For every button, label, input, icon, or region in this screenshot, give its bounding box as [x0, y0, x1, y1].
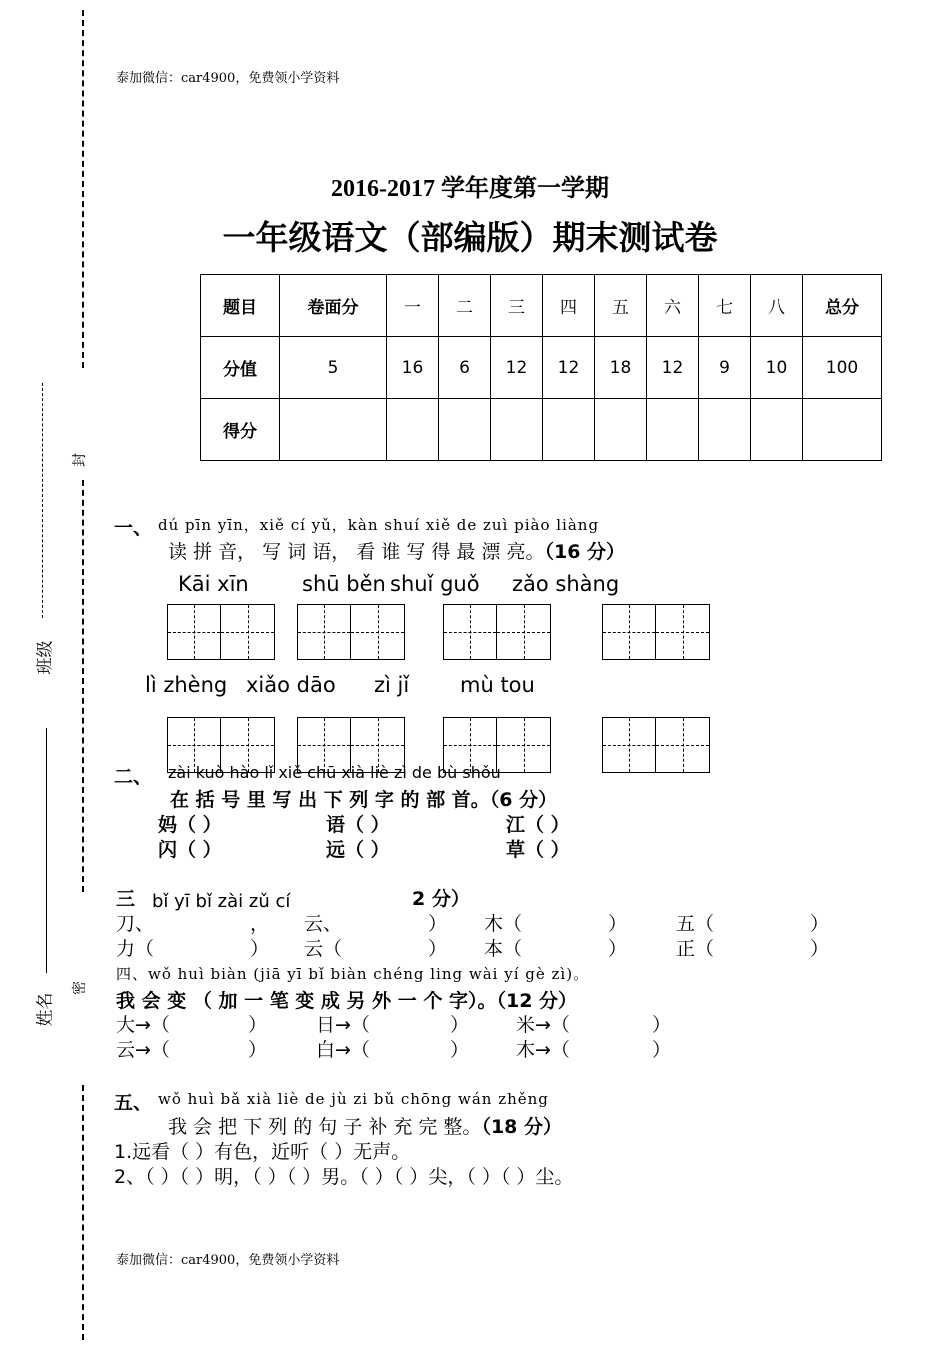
section4-instruction-text: 我 会 变 （ 加 一 笔 变 成 另 外 一 个 字）。 [116, 990, 497, 1012]
radical-item: 语（ ） [326, 814, 390, 836]
section3-pinyin: bǐ yī bǐ zài zǔ cí [152, 891, 291, 912]
section1-points: （16 分） [544, 541, 626, 563]
score-entry[interactable] [543, 399, 595, 461]
score-entry[interactable] [387, 399, 439, 461]
secret-char: 密 [72, 981, 88, 995]
sentence-line-2: 2、（ ）（ ）明，（ ）（ ）男。（ ）（ ）尖，（ ）（ ）尘。 [114, 1166, 574, 1188]
table-cell: 卷面分 [280, 275, 387, 337]
table-cell: 四 [543, 275, 595, 337]
name-label: 姓名 [35, 992, 56, 1027]
word-item: ） [250, 938, 270, 960]
writing-grid[interactable] [167, 604, 275, 660]
section2-instruction-text: 在 括 号 里 写 出 下 列 字 的 部 首。 [170, 789, 490, 811]
exam-title: 一年级语文（部编版）期末测试卷 [222, 218, 718, 257]
table-cell: 一 [387, 275, 439, 337]
table-cell: 5 [280, 337, 387, 399]
section1-pinyin: dú pīn yīn，xiě cí yǔ，kàn shuí xiě de zuì piào liàng [158, 516, 600, 534]
score-entry[interactable] [439, 399, 491, 461]
table-cell: 16 [387, 337, 439, 399]
change-item: ） [652, 1014, 672, 1036]
table-cell: 10 [751, 337, 803, 399]
section4-points: （12 分） [496, 990, 578, 1012]
change-item: 云→（ [116, 1039, 170, 1061]
writing-grid[interactable] [602, 604, 710, 660]
word-item: ） [428, 938, 448, 960]
section5-pinyin: wǒ huì bǎ xià liè de jù zi bǔ chōng wán zhěng [158, 1090, 549, 1108]
table-cell: 12 [647, 337, 699, 399]
table-cell: 六 [647, 275, 699, 337]
section5-number: 五、 [114, 1092, 153, 1114]
writing-grid[interactable] [602, 717, 710, 773]
word-pinyin: lì zhèng [145, 673, 228, 697]
table-cell: 题目 [201, 275, 280, 337]
word-item: ， [250, 913, 270, 935]
word-pinyin: shuǐ guǒ [390, 572, 480, 596]
word-pinyin: shū běn [302, 572, 386, 596]
section3-points: 2 分） [412, 888, 470, 910]
score-entry[interactable] [595, 399, 647, 461]
score-table-values-row [201, 337, 882, 399]
radical-item: 远（ ） [326, 839, 390, 861]
section5-instruction [168, 1112, 562, 1139]
header-note: 泰加微信：car4900，免费领小学资料 [116, 71, 340, 86]
table-cell: 三 [491, 275, 543, 337]
section1-number: 一、 [114, 517, 153, 539]
word-item: ） [428, 913, 448, 935]
writing-grid[interactable] [443, 604, 551, 660]
word-pinyin: zì jǐ [374, 673, 410, 697]
word-pinyin: zǎo shàng [512, 572, 620, 596]
word-item: ） [810, 913, 830, 935]
word-item: 云、 [304, 913, 343, 935]
change-item: ） [652, 1039, 672, 1061]
score-entry[interactable] [280, 399, 387, 461]
change-item: ） [248, 1039, 268, 1061]
radical-item: 妈（ ） [158, 814, 222, 836]
section4-instruction [116, 986, 577, 1013]
radical-item: 草（ ） [506, 839, 570, 861]
table-cell: 八 [751, 275, 803, 337]
name-underline [46, 728, 47, 973]
change-item: ） [248, 1014, 268, 1036]
table-cell: 总分 [803, 275, 882, 337]
table-cell: 100 [803, 337, 882, 399]
table-cell: 得分 [201, 399, 280, 461]
word-pinyin: mù tou [460, 673, 535, 697]
sentence-line-1: 1.远看（ ）有色，近听（ ）无声。 [114, 1141, 411, 1163]
score-entry[interactable] [699, 399, 751, 461]
score-table [200, 274, 882, 461]
table-cell: 9 [699, 337, 751, 399]
footer-note: 泰加微信：car4900，免费领小学资料 [116, 1253, 340, 1268]
word-item: 刀、 [116, 913, 155, 935]
class-label: 班级 [35, 640, 56, 675]
word-item: 木（ [484, 913, 523, 935]
binding-line-middle [82, 480, 84, 892]
table-cell: 七 [699, 275, 751, 337]
section2-number: 二、 [114, 766, 153, 788]
section2-pinyin: zài kuò hào lǐ xiě chū xià liè zì de bù shǒu [168, 763, 501, 782]
word-item: 五（ [676, 913, 715, 935]
table-cell: 分值 [201, 337, 280, 399]
section5-points: （18 分） [481, 1116, 562, 1138]
table-cell: 12 [491, 337, 543, 399]
word-item: 本（ [484, 938, 523, 960]
section1-instruction [168, 537, 625, 564]
binding-line-bottom [82, 1085, 84, 1340]
word-item: ） [810, 938, 830, 960]
section1-instruction-text: 读 拼 音， 写 词 语， 看 谁 写 得 最 漂 亮。 [168, 541, 545, 563]
change-item: 日→（ [316, 1014, 370, 1036]
change-item: ） [450, 1014, 470, 1036]
change-item: ） [450, 1039, 470, 1061]
word-pinyin: xiǎo dāo [246, 673, 336, 697]
section5-instruction-text: 我 会 把 下 列 的 句 子 补 充 完 整。 [168, 1116, 482, 1138]
section3-number: 三 [116, 888, 136, 910]
change-item: 米→（ [516, 1014, 570, 1036]
change-item: 大→（ [116, 1014, 170, 1036]
score-table-header-row [201, 275, 882, 337]
section2-points: （6 分） [489, 789, 558, 811]
score-entry[interactable] [491, 399, 543, 461]
exam-term-title: 2016-2017 学年度第一学期 [331, 176, 609, 202]
score-entry[interactable] [647, 399, 699, 461]
table-cell: 五 [595, 275, 647, 337]
section4-pinyin: 四、wǒ huì biàn (jiā yī bǐ biàn chéng ling wài yí gè zì)。 [116, 965, 590, 983]
writing-grid[interactable] [297, 604, 405, 660]
seal-char: 封 [72, 453, 88, 467]
section2-instruction [170, 785, 557, 812]
word-item: ） [608, 938, 628, 960]
word-item: 正（ [676, 938, 715, 960]
class-underline [42, 383, 43, 618]
radical-item: 江（ ） [506, 814, 570, 836]
score-entry[interactable] [751, 399, 803, 461]
word-item: 力（ [116, 938, 155, 960]
change-item: 白→（ [316, 1039, 370, 1061]
word-pinyin: Kāi xīn [178, 572, 249, 596]
word-item: 云（ [304, 938, 343, 960]
table-cell: 18 [595, 337, 647, 399]
score-entry[interactable] [803, 399, 882, 461]
table-cell: 12 [543, 337, 595, 399]
change-item: 木→（ [516, 1039, 570, 1061]
radical-item: 闪（ ） [158, 839, 222, 861]
table-cell: 6 [439, 337, 491, 399]
word-item: ） [608, 913, 628, 935]
table-cell: 二 [439, 275, 491, 337]
score-table-obtained-row [201, 399, 882, 461]
